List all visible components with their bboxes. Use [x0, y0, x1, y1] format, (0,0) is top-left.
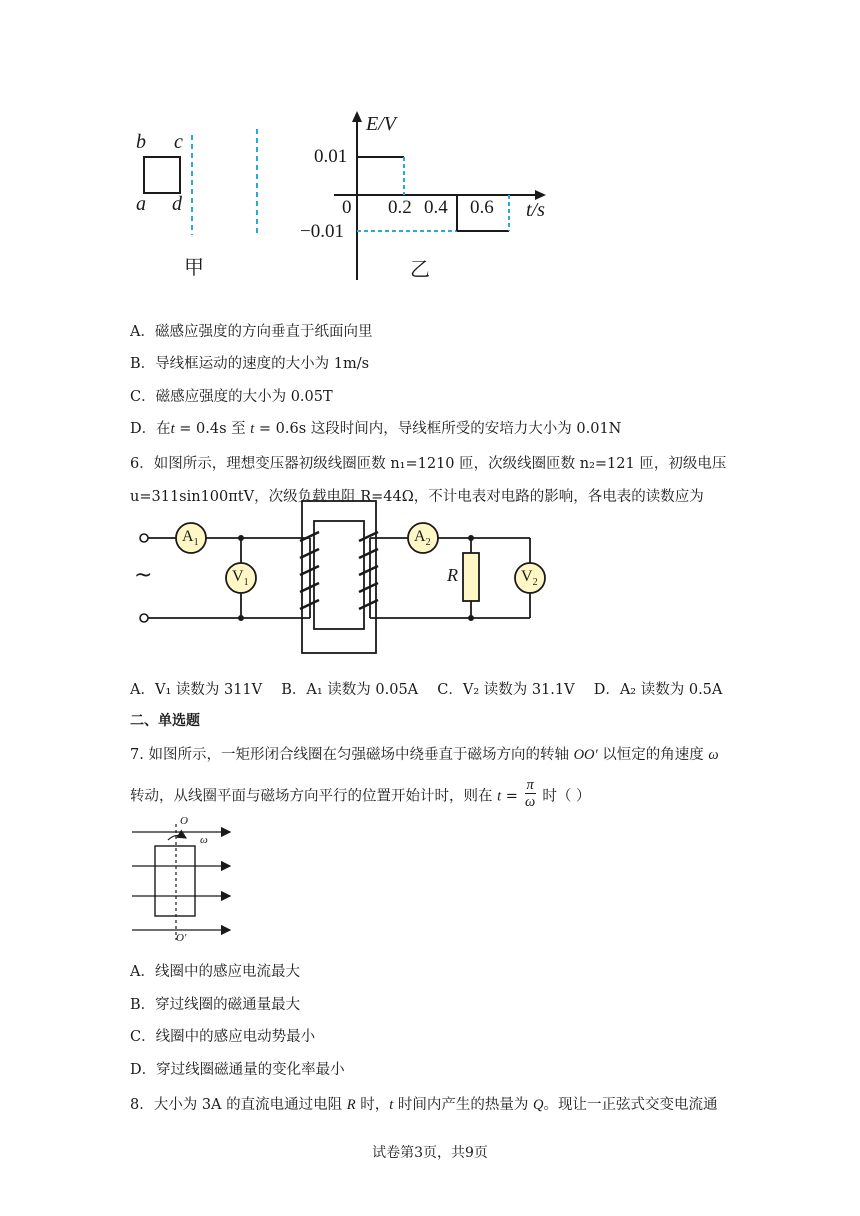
field-lines [132, 832, 230, 930]
caption-jia: 甲 [184, 255, 204, 279]
label-a1: $A_1$ [182, 528, 199, 549]
ylabel: E/V [366, 113, 396, 135]
label-c: c [174, 131, 183, 153]
q5-option-b: B．导线框运动的速度的大小为 1m/s [130, 356, 370, 372]
e-t-graph [300, 105, 560, 285]
q7-option-d: D．穿过线圈磁通量的变化率最小 [130, 1062, 345, 1078]
fraction: $\frac{\pi}{\omega}$ [525, 777, 536, 810]
label-v1: $V_1$ [232, 568, 249, 589]
fig-label-omega: ω [200, 834, 208, 846]
wire-frame [144, 157, 180, 193]
tick-0-2: 0.2 [388, 197, 412, 218]
resistor-r [463, 553, 479, 601]
label-b: b [136, 131, 146, 153]
q7-option-c: C．线圈中的感应电动势最小 [130, 1029, 316, 1045]
transformer-circuit [130, 495, 560, 660]
label-v2: $V_2$ [521, 568, 538, 589]
q5-option-c: C．磁感应强度的大小为 0.05T [130, 389, 333, 405]
section-title: 二、单选题 [130, 713, 200, 729]
q6-options: A．V₁ 读数为 311V B．A₁ 读数为 0.05A C．V₂ 读数为 31.1V D．A₂ 读数为 0.5A [130, 682, 723, 698]
xlabel: t/s [526, 199, 545, 221]
tick-origin: 0 [342, 197, 352, 218]
y-axis-arrow [352, 111, 362, 122]
label-d: d [172, 193, 182, 215]
q7-figure [130, 815, 240, 948]
ac-source-symbol: ~ [134, 563, 153, 588]
q8-stem: 8．大小为 3A 的直流电通过电阻 R 时，t 时间内产生的热量为 Q。现让一正弦式交变电流通 [130, 1097, 718, 1113]
circuit-drawing [130, 495, 560, 660]
label-a2: $A_2$ [414, 528, 431, 549]
rotation-arrow [168, 835, 186, 840]
label-a: a [136, 193, 146, 215]
core-inner [314, 521, 364, 629]
terminal-top [140, 534, 148, 542]
figure-jia [128, 125, 278, 285]
q6-stem-line1: 6．如图所示，理想变压器初级线圈匝数 n₁=1210 匝，次级线圈匝数 n₂=121 匝，初级电压 [130, 456, 727, 472]
q7-stem-line2: 转动，从线圈平面与磁场方向平行的位置开始计时，则在 t = $\frac{\pi}{\omega}$ 时（ ） [130, 777, 591, 810]
figure-yi [300, 105, 560, 285]
fig-label-o: O [180, 815, 188, 827]
tick-0-6: 0.6 [470, 197, 494, 218]
q7-stem-line1: 7. 如图所示，一矩形闭合线圈在匀强磁场中绕垂直于磁场方向的转轴 OO′ 以恒定的角速度 ω [130, 747, 719, 763]
fig-label-o-prime: O′ [176, 932, 187, 944]
label-r: R [447, 565, 458, 585]
caption-yi: 乙 [410, 257, 430, 281]
page-footer: 试卷第3页，共9页 [372, 1145, 488, 1161]
tick-0-4: 0.4 [424, 197, 448, 218]
q5-option-d: D．在t = 0.4s 至 t = 0.6s 这段时间内，导线框所受的安培力大小为 0.01N [130, 421, 622, 437]
terminal-bottom [140, 614, 148, 622]
q6-stem-line2: u=311sin100πtV，次级负载电阻 R=44Ω，不计电表对电路的影响，各电表的读数应为 [130, 489, 704, 505]
coil-in-field-drawing [130, 818, 240, 948]
q5-option-a: A．磁感应强度的方向垂直于纸面向里 [130, 324, 373, 340]
rectangular-coil [155, 846, 195, 916]
tick-y-negative: −0.01 [300, 221, 344, 242]
q7-option-a: A．线圈中的感应电流最大 [130, 964, 300, 980]
q7-option-b: B．穿过线圈的磁通量最大 [130, 997, 301, 1013]
tick-y-positive: 0.01 [314, 146, 348, 167]
